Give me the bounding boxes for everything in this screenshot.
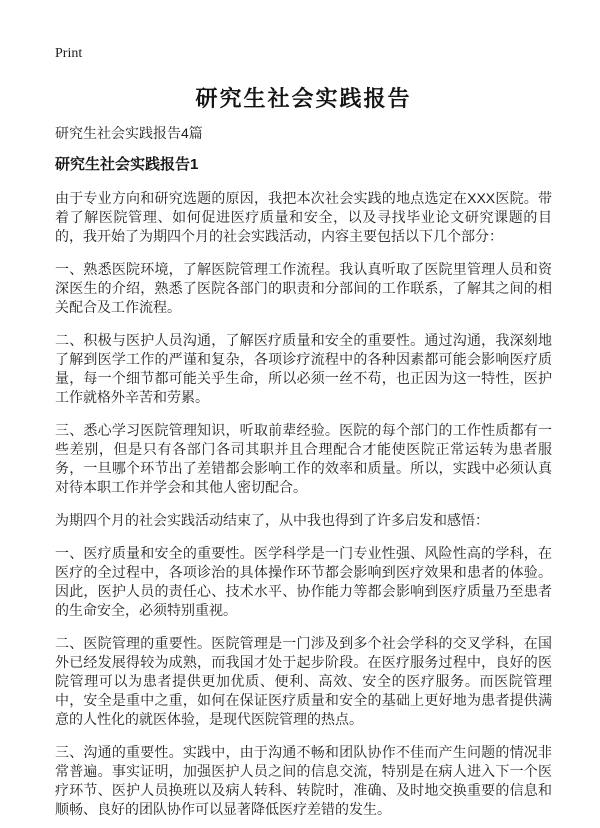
document-title: 研究生社会实践报告 — [195, 86, 412, 111]
document-body — [55, 189, 552, 819]
paragraph-insight-1: 一、医疗质量和安全的重要性。医学科学是一门专业性强、风险性高的学科，在医疗的全过程中，各项诊治的具体操作环节都会影响到医疗效果和患者的体验。因此，医护人员的责任心、技术水平、协作能力等都会影响到医疗质量乃至患者的生命安全，必须特别重视。 — [55, 545, 552, 618]
paragraph-intro: 由于专业方向和研究选题的原因，我把本次社会实践的地点选定在XXX医院。带着了解医院管理、如何促进医疗质量和安全，以及寻找毕业论文研究课题的目的，我开始了为期四个月的社会实践活动，内容主要包括以下几个部分： — [55, 190, 552, 244]
paragraph-part-3: 三、悉心学习医院管理知识，听取前辈经验。医院的每个部门的工作性质都有一些差别，但是只有各部门各司其职并且合理配合才能使医院正常运转为患者服务，一旦哪个环节出了差错都会影响工作的效率和质量。所以，实践中必须认真对待本职工作并学会和其他人密切配合。 — [55, 422, 552, 495]
print-link[interactable]: Print — [55, 46, 83, 61]
paragraph-insight-3: 三、沟通的重要性。实践中，由于沟通不畅和团队协作不佳而产生问题的情况非常普遍。事实证明，加强医护人员之间的信息交流，特别是在病人进入下一个医疗环节、医护人员换班以及病人转科、转院时，准确、及时地交换重要的信息和顺畅、良好的团队协作可以显著降低医疗差错的发生。 — [55, 744, 552, 817]
paragraph-insight-2: 二、医院管理的重要性。医院管理是一门涉及到多个社会学科的交叉学科，在国外已经发展得较为成熟，而我国才处于起步阶段。在医疗服务过程中，良好的医院管理可以为患者提供更加优质、便利、高效、安全的医疗服务。而医院管理中，安全是重中之重，如何在保证医疗质量和安全的基础上更好地为患者提供满意的人性化的就医体验，是现代医院管理的热点。 — [55, 635, 552, 727]
document-subtitle: 研究生社会实践报告4篇 — [55, 125, 203, 141]
paragraph-part-2: 二、积极与医护人员沟通，了解医疗质量和安全的重要性。通过沟通，我深刻地了解到医学工作的严谨和复杂，各项诊疗流程中的各种因素都可能会影响医疗质量，每一个细节都可能关乎生命，所以必须一丝不苟，也正因为这一特性，医护工作就格外辛苦和劳累。 — [55, 332, 552, 405]
paragraph-part-1: 一、熟悉医院环境，了解医院管理工作流程。我认真听取了医院里管理人员和资深医生的介绍，熟悉了医院各部门的职责和分部间的工作联系，了解其之间的相关配合及工作流程。 — [55, 261, 552, 315]
section-heading: 研究生社会实践报告1 — [55, 156, 199, 173]
paragraph-summary: 为期四个月的社会实践活动结束了，从中我也得到了许多启发和感悟： — [55, 512, 489, 528]
